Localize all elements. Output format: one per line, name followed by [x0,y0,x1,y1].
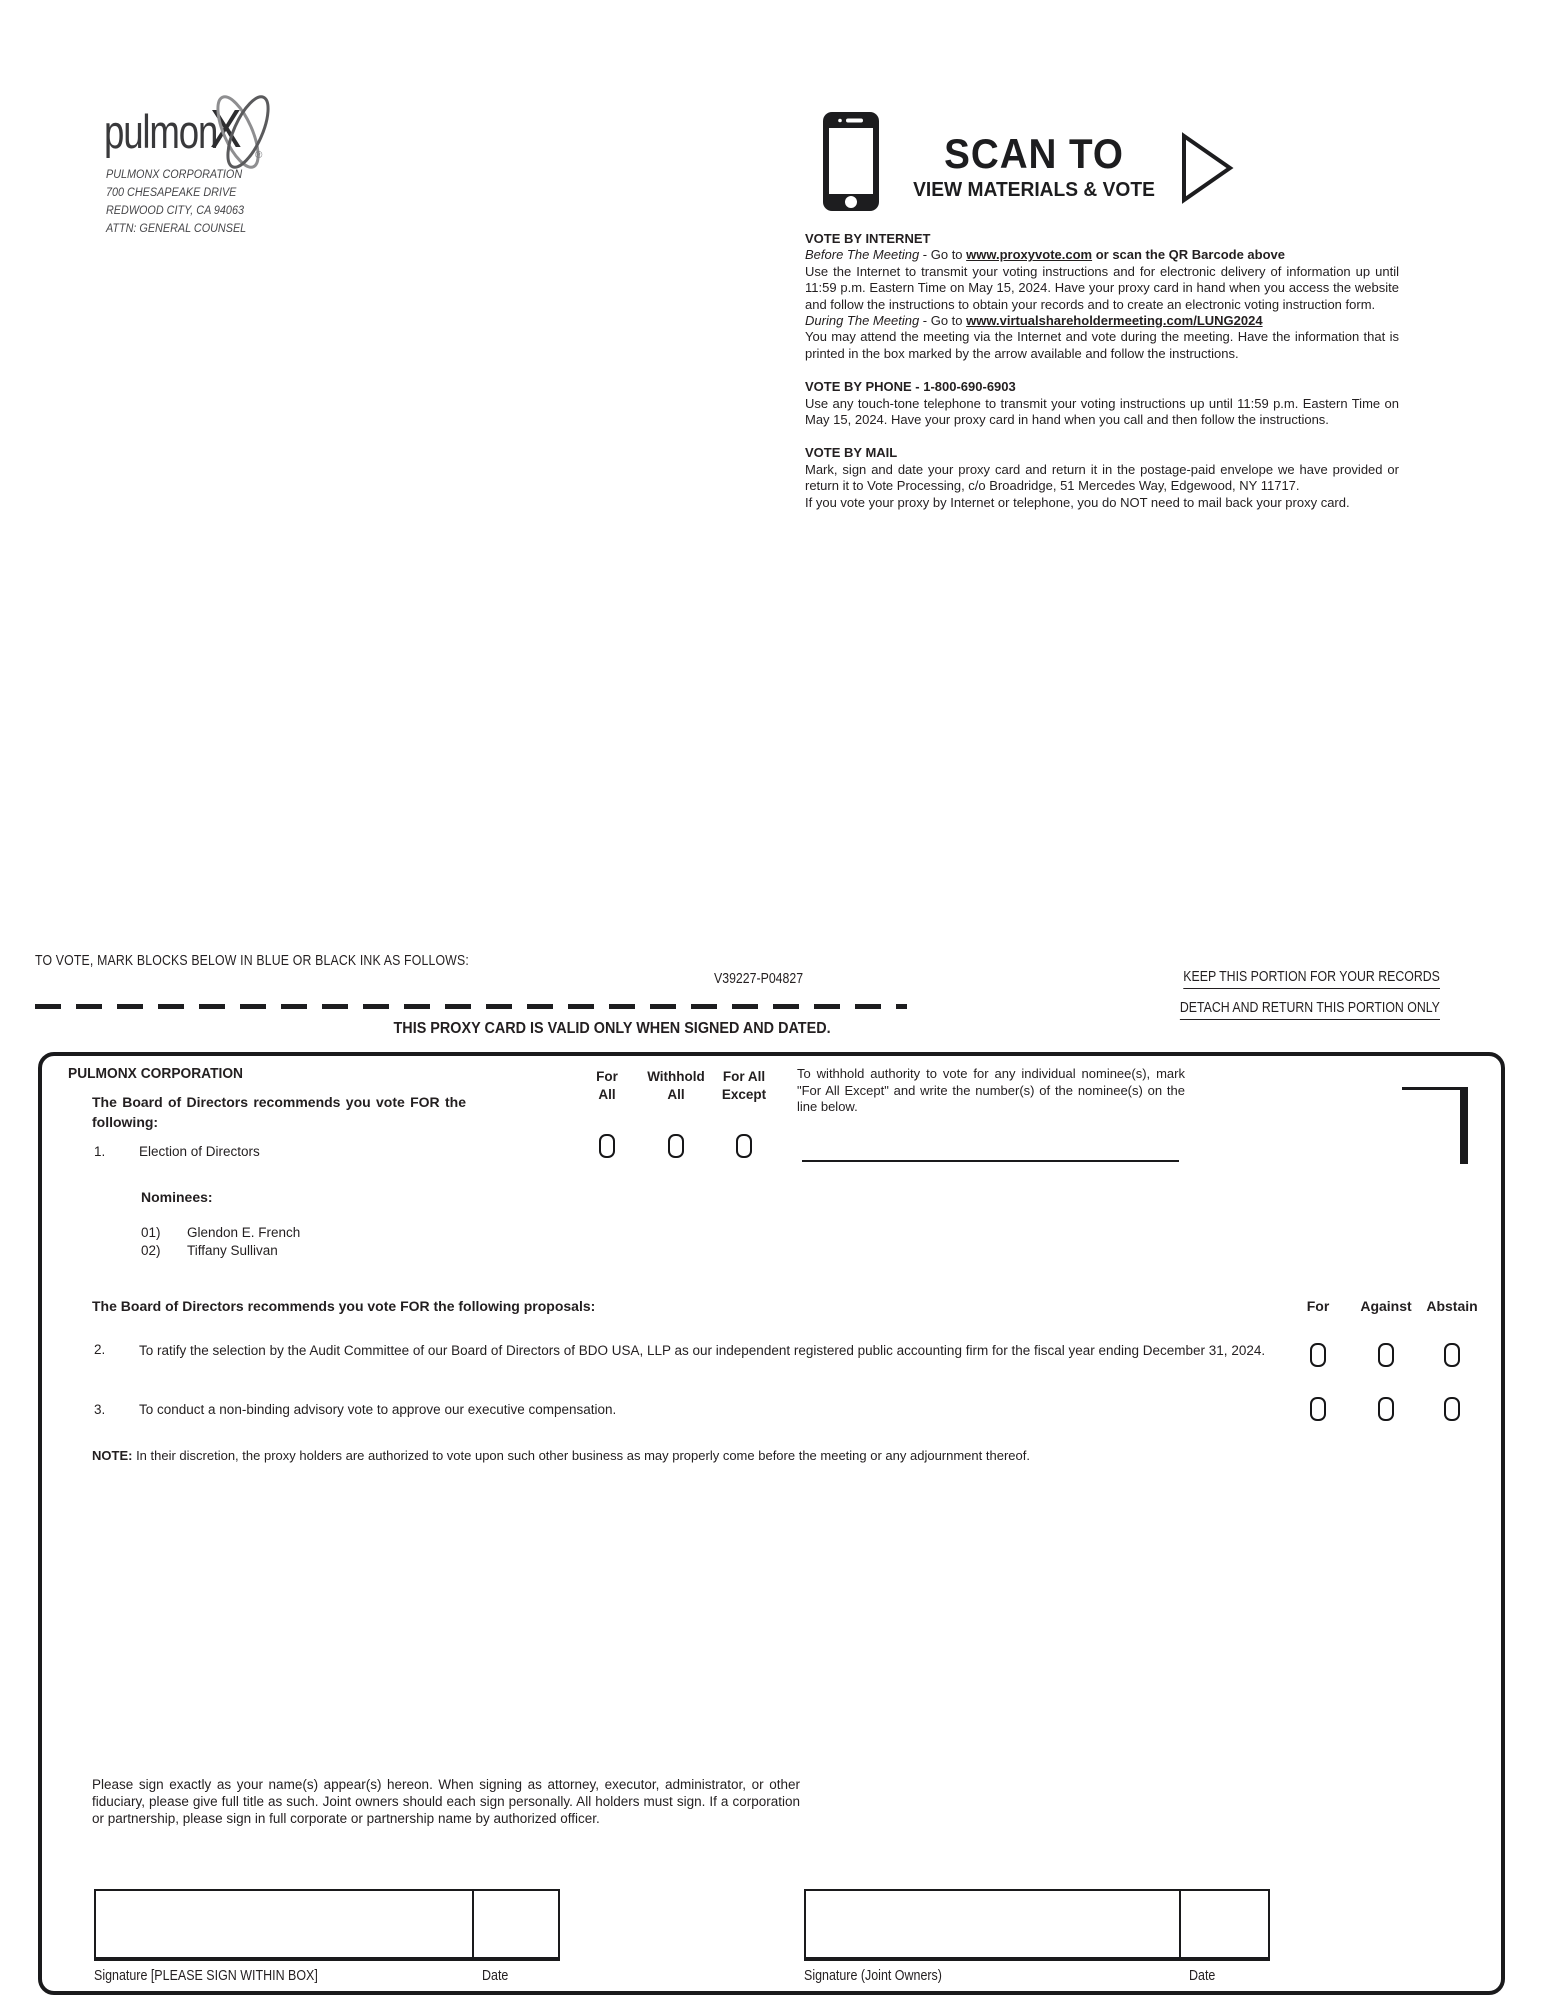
virtual-meeting-url-link[interactable]: www.virtualshareholdermeeting.com/LUNG2024 [966,313,1263,329]
checkbox-proposal3-for[interactable] [1310,1397,1326,1421]
logo-wordmark: pulmon [104,105,218,158]
column-header-for: For [1306,1298,1330,1314]
during-meeting-line [805,313,1399,329]
checkbox-proposal2-for[interactable] [1310,1343,1326,1367]
proxyvote-url-link[interactable]: www.proxyvote.com [966,247,1093,263]
before-meeting-label: Before The Meeting [805,247,920,263]
note-label: NOTE: [92,1448,133,1463]
nominee-name: Glendon E. French [187,1225,301,1240]
nominee-row [141,1243,278,1258]
pulmonx-logo [100,90,290,172]
date-label: Date [482,1968,509,1984]
qr-barcode-text: or scan the QR Barcode above [1092,247,1285,263]
go-to-text: - Go to [919,247,967,263]
column-header-against: Against [1360,1298,1412,1314]
proposal2-text: To ratify the selection by the Audit Committee of our Board of Directors of BDO USA, LLP as our independent registered public accounting firm for the fiscal year ending December 31, 2024. [139,1343,1266,1358]
vote-by-internet-heading: VOTE BY INTERNET [805,231,931,246]
signing-instructions: Please sign exactly as your name(s) appear(s) hereon. When signing as attorney, executor, administrator, or other fiduciary, please give full title as such. Joint owners should each sign personally. All holders must sign. If a corporation or partnership, please sign in full corporate or partnership name by authorized officer. [92,1777,800,1827]
perforation-line [35,1004,907,1009]
checkbox-election-withhold-all[interactable] [668,1134,684,1158]
meeting-attendance-instructions: You may attend the meeting via the Internet and vote during the meeting. Have the information that is printed in the box marked by the arrow available and follow the instructions. [805,329,1399,361]
proposals-recommendation: The Board of Directors recommends you vote FOR the following proposals: [92,1298,596,1314]
voting-instructions [805,231,1399,511]
address-line: PULMONX CORPORATION [106,169,243,181]
signature-primary-label: Signature [PLEASE SIGN WITHIN BOX] [94,1968,318,1984]
scan-subtitle: VIEW MATERIALS & VOTE [913,179,1155,201]
column-header-withhold-all: Withhold All [647,1069,705,1102]
smartphone-icon [822,111,880,212]
no-mail-note: If you vote your proxy by Internet or telephone, you do NOT need to mail back your proxy card. [805,494,1350,510]
signature-joint-label: Signature (Joint Owners) [804,1968,942,1984]
proposal3-text: To conduct a non-binding advisory vote to approve our executive compensation. [139,1402,617,1417]
right-arrow-icon [1180,132,1234,204]
nominee-name: Tiffany Sullivan [187,1243,278,1258]
vote-by-mail-heading: VOTE BY MAIL [805,445,898,461]
before-meeting-line [805,247,1399,263]
nominee-number: 02) [141,1243,161,1258]
checkbox-election-for-all-except[interactable] [736,1134,752,1158]
proposal2-number: 2. [94,1342,106,1357]
mark-blocks-instruction: TO VOTE, MARK BLOCKS BELOW IN BLUE OR BLACK INK AS FOLLOWS: [35,952,469,969]
valid-when-signed-title: THIS PROXY CARD IS VALID ONLY WHEN SIGNED AND DATED. [393,1020,831,1037]
proposal1-number: 1. [94,1144,106,1159]
checkbox-proposal3-against[interactable] [1378,1397,1394,1421]
mail-instructions: Mark, sign and date your proxy card and return it in the postage-paid envelope we have provided or return it to Vote Processing, c/o Broadridge, 51 Mercedes Way, Edgewood, NY 11717. [805,461,1399,494]
checkbox-election-for-all[interactable] [599,1134,615,1158]
signature-box-primary[interactable] [94,1889,560,1961]
discretion-note [92,1448,1512,1463]
registered-mark: ® [255,150,263,161]
for-all-except-write-in-line[interactable] [802,1160,1179,1162]
proposal1-text: Election of Directors [139,1144,260,1159]
proposal3-number: 3. [94,1402,106,1417]
during-meeting-label: During The Meeting [805,313,920,329]
directors-recommendation: The Board of Directors recommends you vote FOR the following: [92,1094,466,1130]
column-header-abstain: Abstain [1426,1298,1478,1314]
address-line: REDWOOD CITY, CA 94063 [106,205,244,217]
proxy-ballot-card [38,1052,1505,1995]
scan-title: SCAN TO [944,130,1124,177]
control-code: V39227-P04827 [714,971,804,987]
corner-bracket-horizontal [1402,1087,1468,1090]
nominees-label: Nominees: [141,1189,213,1205]
signature-box-joint[interactable] [804,1889,1270,1961]
checkbox-proposal2-against[interactable] [1378,1343,1394,1367]
card-company-name: PULMONX CORPORATION [68,1066,243,1082]
signature-date-divider [1179,1891,1181,1957]
phone-instructions: Use any touch-tone telephone to transmit your voting instructions up until 11:59 p.m. Eastern Time on May 15, 2024. Have your proxy card in hand when you call and then follow the instructions. [805,395,1399,428]
corner-bracket-vertical [1460,1087,1468,1164]
signature-date-divider [472,1891,474,1957]
address-line: 700 CHESAPEAKE DRIVE [106,187,237,199]
date-label: Date [1189,1968,1216,1984]
nominee-number: 01) [141,1225,161,1240]
return-address [106,166,246,238]
column-header-for-all-except: For All Except [721,1069,767,1102]
address-line: ATTN: GENERAL COUNSEL [106,223,247,235]
checkbox-proposal2-abstain[interactable] [1444,1343,1460,1367]
keep-portion-text: KEEP THIS PORTION FOR YOUR RECORDS [1183,969,1440,989]
detach-portion-text: DETACH AND RETURN THIS PORTION ONLY [1180,1000,1440,1020]
checkbox-proposal3-abstain[interactable] [1444,1397,1460,1421]
internet-instructions: Use the Internet to transmit your voting instructions and for electronic delivery of information up until 11:59 p.m. Eastern Time on May 15, 2024. Have your proxy card in hand when you access the website and follow the instructions to obtain your records and to create an electronic voting instruction form. [805,263,1399,312]
vote-by-phone-heading: VOTE BY PHONE - 1-800-690-6903 [805,379,1016,395]
logo-x-letter: X [210,99,242,159]
scan-banner [893,130,1175,202]
nominee-row [141,1225,300,1240]
column-header-for-all: For All [596,1069,618,1102]
withhold-instructions: To withhold authority to vote for any individual nominee(s), mark "For All Except" and write the number(s) of the nominee(s) on the line below. [797,1066,1185,1115]
note-text: In their discretion, the proxy holders are authorized to vote upon such other business as may properly come before the meeting or any adjournment thereof. [132,1448,1030,1463]
go-to-text: - Go to [919,313,967,329]
